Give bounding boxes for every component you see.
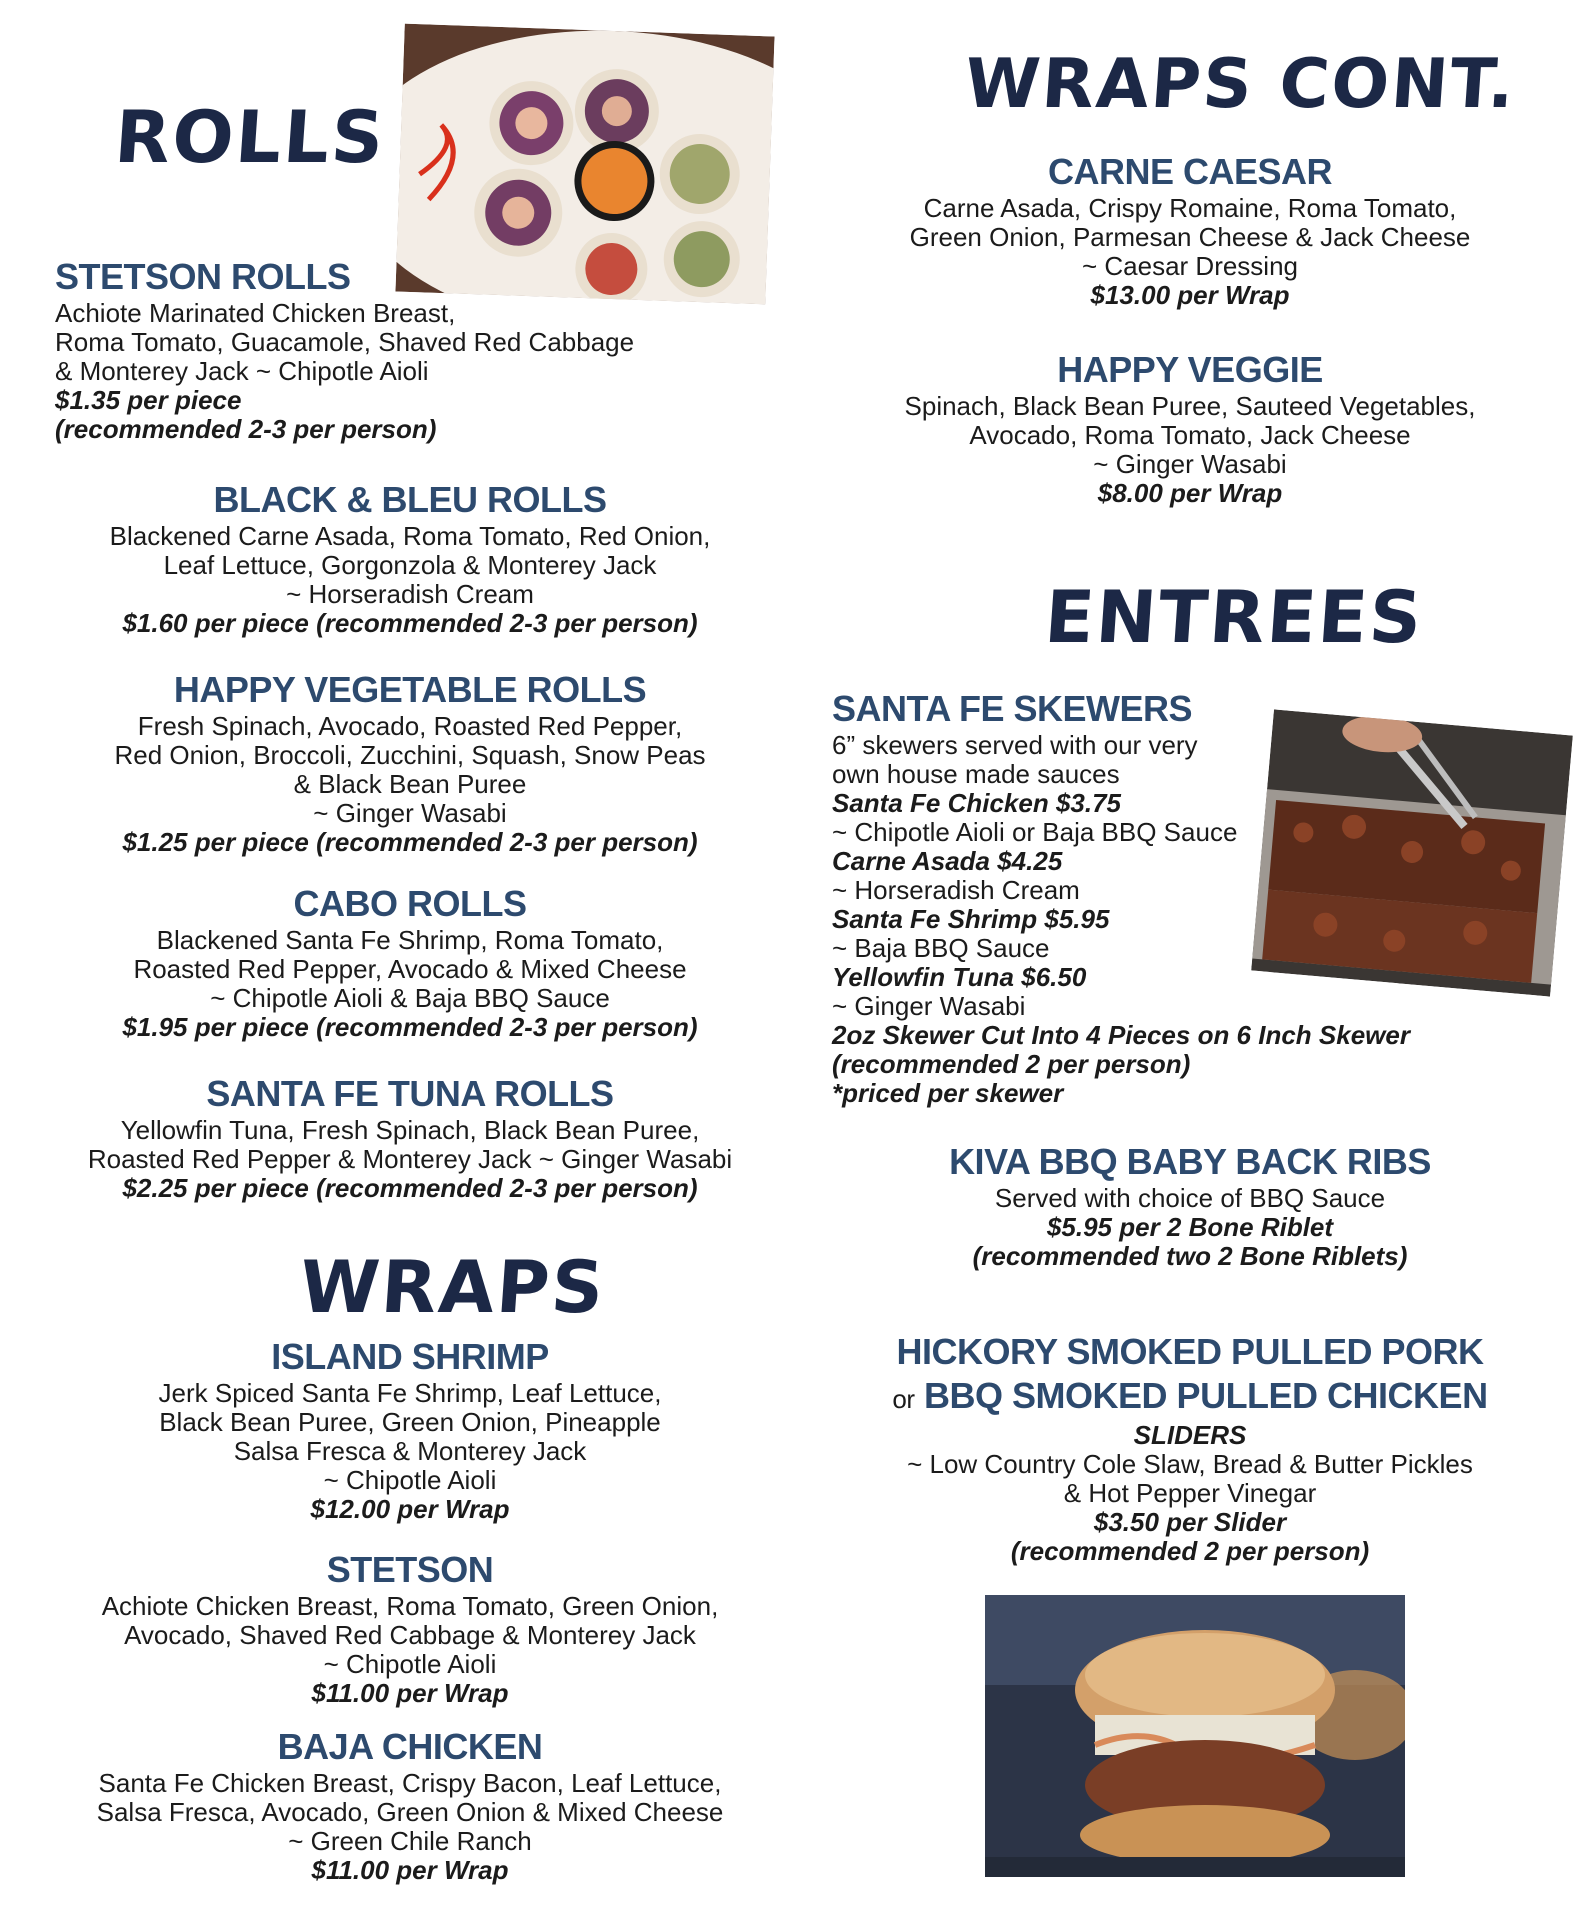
stetson-rolls-title: STETSON ROLLS bbox=[55, 256, 351, 297]
stetson-rolls-desc-1: Achiote Marinated Chicken Breast, bbox=[55, 298, 456, 328]
happy-vegetable-rolls-desc-1: Fresh Spinach, Avocado, Roasted Red Pepper, bbox=[137, 711, 683, 741]
skewer-option-chicken: Santa Fe Chicken $3.75 bbox=[832, 788, 1122, 818]
baja-chicken-section bbox=[60, 1725, 760, 1885]
stetson-rolls-recommendation: (recommended 2-3 per person) bbox=[55, 414, 437, 444]
carne-caesar-desc-2: Green Onion, Parmesan Cheese & Jack Cheese bbox=[909, 222, 1471, 252]
black-bleu-rolls-desc-3: ~ Horseradish Cream bbox=[286, 579, 534, 609]
skewer-option-shrimp-sauce: ~ Baja BBQ Sauce bbox=[832, 933, 1050, 963]
happy-veggie-section bbox=[840, 348, 1540, 508]
stetson-wrap-section bbox=[60, 1548, 760, 1708]
sliders-title-line-2: BBQ SMOKED PULLED CHICKEN bbox=[924, 1375, 1488, 1416]
wraps-heading: WRAPS bbox=[297, 1245, 609, 1329]
carne-caesar-section bbox=[840, 150, 1540, 310]
stetson-wrap-desc-3: ~ Chipotle Aioli bbox=[323, 1649, 497, 1679]
happy-vegetable-rolls-desc-4: ~ Ginger Wasabi bbox=[313, 798, 507, 828]
skewer-option-chicken-sauce: ~ Chipotle Aioli or Baja BBQ Sauce bbox=[832, 817, 1238, 847]
black-bleu-rolls-desc-1: Blackened Carne Asada, Roma Tomato, Red Onion, bbox=[109, 521, 711, 551]
carne-caesar-desc-3: ~ Caesar Dressing bbox=[1081, 251, 1299, 281]
santa-fe-skewers-title: SANTA FE SKEWERS bbox=[832, 688, 1193, 729]
stetson-wrap-desc-1: Achiote Chicken Breast, Roma Tomato, Green Onion, bbox=[101, 1591, 719, 1621]
island-shrimp-desc-3: Salsa Fresca & Monterey Jack bbox=[233, 1436, 587, 1466]
black-bleu-rolls-desc-2: Leaf Lettuce, Gorgonzola & Monterey Jack bbox=[163, 550, 657, 580]
cabo-rolls-price: $1.95 per piece (recommended 2-3 per person) bbox=[122, 1012, 698, 1042]
cabo-rolls-desc-1: Blackened Santa Fe Shrimp, Roma Tomato, bbox=[156, 925, 664, 955]
stetson-rolls-desc-3: & Monterey Jack ~ Chipotle Aioli bbox=[55, 356, 429, 386]
black-bleu-rolls-section bbox=[60, 478, 760, 638]
sliders-price: $3.50 per Slider bbox=[1093, 1507, 1287, 1537]
stetson-rolls-price: $1.35 per piece bbox=[55, 385, 242, 415]
happy-vegetable-rolls-price: $1.25 per piece (recommended 2-3 per person) bbox=[122, 827, 698, 857]
baja-chicken-price: $11.00 per Wrap bbox=[311, 1855, 509, 1885]
kiva-ribs-section bbox=[840, 1140, 1540, 1271]
kiva-ribs-desc: Served with choice of BBQ Sauce bbox=[994, 1183, 1386, 1213]
happy-vegetable-rolls-section bbox=[60, 668, 760, 857]
island-shrimp-desc-2: Black Bean Puree, Green Onion, Pineapple bbox=[159, 1407, 661, 1437]
kiva-ribs-price: $5.95 per 2 Bone Riblet bbox=[1046, 1212, 1334, 1242]
black-bleu-rolls-title: BLACK & BLEU ROLLS bbox=[213, 479, 607, 520]
wraps-cont-heading: WRAPS CONT. bbox=[962, 45, 1519, 124]
happy-veggie-price: $8.00 per Wrap bbox=[1097, 478, 1283, 508]
black-bleu-rolls-price: $1.60 per piece (recommended 2-3 per person) bbox=[122, 608, 698, 638]
kiva-ribs-title: KIVA BBQ BABY BACK RIBS bbox=[949, 1141, 1431, 1182]
sliders-desc-2: & Hot Pepper Vinegar bbox=[1063, 1478, 1317, 1508]
santa-fe-tuna-rolls-desc-1: Yellowfin Tuna, Fresh Spinach, Black Bean Puree, bbox=[120, 1115, 700, 1145]
island-shrimp-desc-4: ~ Chipotle Aioli bbox=[323, 1465, 497, 1495]
carne-caesar-desc-1: Carne Asada, Crispy Romaine, Roma Tomato, bbox=[923, 193, 1457, 223]
sliders-subtitle: SLIDERS bbox=[1133, 1420, 1247, 1450]
santa-fe-tuna-rolls-price: $2.25 per piece (recommended 2-3 per person) bbox=[122, 1173, 698, 1203]
baja-chicken-desc-3: ~ Green Chile Ranch bbox=[288, 1826, 532, 1856]
stetson-rolls-section bbox=[55, 255, 675, 444]
skewer-option-carne-sauce: ~ Horseradish Cream bbox=[832, 875, 1080, 905]
stetson-wrap-title: STETSON bbox=[326, 1549, 494, 1590]
stetson-wrap-desc-2: Avocado, Shaved Red Cabbage & Monterey Jack bbox=[124, 1620, 696, 1650]
skewers-note-2: (recommended 2 per person) bbox=[832, 1049, 1191, 1079]
skewers-intro-1: 6” skewers served with our very bbox=[832, 730, 1198, 760]
happy-veggie-desc-3: ~ Ginger Wasabi bbox=[1093, 449, 1287, 479]
carne-caesar-price: $13.00 per Wrap bbox=[1090, 280, 1290, 310]
rolls-heading: ROLLS bbox=[112, 95, 389, 179]
baja-chicken-title: BAJA CHICKEN bbox=[277, 1726, 543, 1767]
sliders-desc-1: ~ Low Country Cole Slaw, Bread & Butter Pickles bbox=[907, 1449, 1473, 1479]
happy-veggie-title: HAPPY VEGGIE bbox=[1057, 349, 1323, 390]
santa-fe-skewers-section bbox=[832, 687, 1472, 1108]
santa-fe-tuna-rolls-desc-2: Roasted Red Pepper & Monterey Jack ~ Ginger Wasabi bbox=[87, 1144, 733, 1174]
happy-veggie-desc-2: Avocado, Roma Tomato, Jack Cheese bbox=[969, 420, 1411, 450]
happy-vegetable-rolls-desc-2: Red Onion, Broccoli, Zucchini, Squash, Snow Peas bbox=[114, 740, 706, 770]
sliders-title-line-1: HICKORY SMOKED PULLED PORK bbox=[896, 1331, 1484, 1372]
kiva-ribs-recommendation: (recommended two 2 Bone Riblets) bbox=[972, 1241, 1408, 1271]
skewer-option-tuna: Yellowfin Tuna $6.50 bbox=[832, 962, 1087, 992]
stetson-wrap-price: $11.00 per Wrap bbox=[311, 1678, 509, 1708]
happy-vegetable-rolls-title: HAPPY VEGETABLE ROLLS bbox=[173, 669, 647, 710]
cabo-rolls-desc-2: Roasted Red Pepper, Avocado & Mixed Cheese bbox=[133, 954, 687, 984]
happy-veggie-desc-1: Spinach, Black Bean Puree, Sauteed Vegetables, bbox=[904, 391, 1476, 421]
happy-vegetable-rolls-desc-3: & Black Bean Puree bbox=[293, 769, 527, 799]
cabo-rolls-section bbox=[60, 882, 760, 1042]
skewers-note-1: 2oz Skewer Cut Into 4 Pieces on 6 Inch Skewer bbox=[832, 1020, 1410, 1050]
sliders-or-word: or bbox=[892, 1384, 915, 1414]
carne-caesar-title: CARNE CAESAR bbox=[1047, 151, 1333, 192]
cabo-rolls-title: CABO ROLLS bbox=[293, 883, 527, 924]
entrees-heading: ENTREES bbox=[1042, 575, 1427, 659]
skewer-option-shrimp: Santa Fe Shrimp $5.95 bbox=[832, 904, 1110, 934]
sliders-section bbox=[840, 1330, 1540, 1566]
island-shrimp-price: $12.00 per Wrap bbox=[310, 1494, 510, 1524]
baja-chicken-desc-2: Salsa Fresca, Avocado, Green Onion & Mixed Cheese bbox=[96, 1797, 724, 1827]
santa-fe-tuna-rolls-title: SANTA FE TUNA ROLLS bbox=[206, 1073, 614, 1114]
skewers-intro-2: own house made sauces bbox=[832, 759, 1120, 789]
skewers-note-3: *priced per skewer bbox=[832, 1078, 1064, 1108]
cabo-rolls-desc-3: ~ Chipotle Aioli & Baja BBQ Sauce bbox=[210, 983, 610, 1013]
skewer-option-tuna-sauce: ~ Ginger Wasabi bbox=[832, 991, 1026, 1021]
baja-chicken-desc-1: Santa Fe Chicken Breast, Crispy Bacon, Leaf Lettuce, bbox=[98, 1768, 722, 1798]
island-shrimp-desc-1: Jerk Spiced Santa Fe Shrimp, Leaf Lettuce, bbox=[158, 1378, 662, 1408]
stetson-rolls-desc-2: Roma Tomato, Guacamole, Shaved Red Cabbage bbox=[55, 327, 635, 357]
santa-fe-tuna-rolls-section bbox=[60, 1072, 760, 1203]
island-shrimp-section bbox=[60, 1335, 760, 1524]
sliders-recommendation: (recommended 2 per person) bbox=[1010, 1536, 1370, 1566]
island-shrimp-title: ISLAND SHRIMP bbox=[271, 1336, 549, 1377]
slider-photo bbox=[985, 1595, 1405, 1877]
skewer-option-carne: Carne Asada $4.25 bbox=[832, 846, 1063, 876]
